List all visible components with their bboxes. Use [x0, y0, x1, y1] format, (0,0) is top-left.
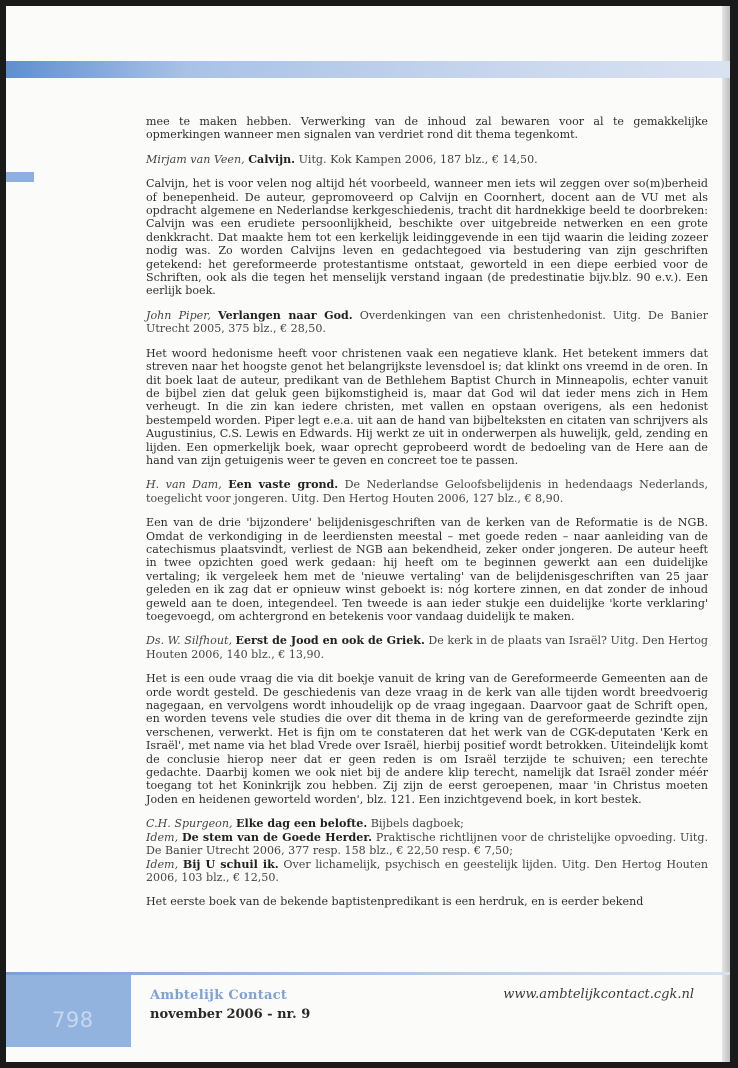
- ref-details: De kerk in de plaats van Israël? Uitg. Den Hertog Houten 2006, 140 blz., € 13,90.: [146, 634, 708, 661]
- book-reference-group: [146, 817, 708, 884]
- book-reference: [146, 634, 708, 661]
- ref-details: De Nederlandse Geloofsbelijdenis in hedendaags Nederlands, toegelicht voor jongeren. Uitg. Den Hertog Houten 2006, 127 blz., € 8,90.: [146, 478, 708, 505]
- review-paragraph: Het woord hedonisme heeft voor christenen vaak een negatieve klank. Het betekent immers dat streven naar het hoogste genot het belangrijkste levensdoel is; dat klinkt ons vreemd in de oren. In dit boek laat de auteur, predikant van de Bethlehem Baptist Church in Minneapolis, echter vanuit de bijbel zien dat geluk geen bijkomstigheid is, maar dat God wil dat ieder mens zich in Hem verheugt. In die zin kan iedere christen, met vallen en opstaan overigens, als een hedonist bestempeld worden. Piper legt e.e.a. uit aan de hand van bijbelteksten en citaten van schrijvers als Augustinius, C.S. Lewis en Edwards. Hij werkt ze uit in onderwerpen als huwelijk, geld, zending en lijden. Een opmerkelijk boek, waar oprecht geprobeerd wordt de bedoeling van de Here aan de hand van zijn getuigenis weer te geven en concreet toe te passen.: [146, 346, 708, 467]
- review-paragraph: Een van de drie 'bijzondere' belijdenisgeschriften van de kerken van de Reformatie is de NGB. Omdat de verkondiging in de leerdiensten meestal – met goede reden – naar aanleiding van de catechismus plaatsvindt, verliest de NGB aan bekendheid, zeker onder jongeren. De auteur heeft in twee opzichten goed werk gedaan: hij heeft om te beginnen gewerkt aan een duidelijke vertaling; ik vergeleek hem met de 'nieuwe vertaling' van de belijdenisgeschriften van 25 jaar geleden en ik zag dat er opnieuw winst geboekt is: nóg kortere zinnen, en dat zonder de inhoud geweld aan te doen, integendeel. Ten tweede is aan ieder stukje een duidelijke 'korte verklaring' toegevoegd, om achtergrond en betekenis voor vandaag duidelijk te maken.: [146, 516, 708, 623]
- page-number: 798: [52, 1008, 94, 1032]
- journal-title: Ambtelijk Contact: [150, 988, 288, 1003]
- ref-details: Overdenkingen van een christenhedonist. Uitg. De Banier Utrecht 2005, 375 blz., € 28,50.: [146, 308, 708, 336]
- article-body: [146, 115, 708, 920]
- page-edge: [722, 6, 730, 1062]
- ref-details: Uitg. Kok Kampen 2006, 187 blz., € 14,50.: [298, 152, 538, 166]
- ref-title: Elke dag een belofte.: [236, 817, 368, 831]
- ref-title: Bij U schuil ik.: [182, 857, 279, 871]
- review-paragraph: Calvijn, het is voor velen nog altijd hét voorbeeld, wanneer men iets wil zeggen over so(m)berheid of benepenheid. De auteur, gepromoveerd op Calvijn en Coornhert, docent aan de VU met als opdracht algemene en Nederlandse kerkgeschiedenis, tracht dit hardnekkige beeld te doorbreken: Calvijn was een erudiete persoonlijkheid, beschikte over uitgebreide netwerken en een grote denkkracht. Dat maakte hem tot een kerkelijk leidinggevende in een tijd waarin die leiding zozeer nodig was. Zo worden Calvijns leven en gedachtegoed via bestudering van zijn geschriften getekend: het gereformeerde protestantisme ontstaat, geworteld in een diepe eerbied voor de Schriften, ook als die tegen het menselijk verstand ingaan (de predestinatie bijv.blz. 90 e.v.). Een eerlijk boek.: [146, 177, 708, 298]
- ref-author: John Piper,: [146, 308, 211, 322]
- ref-details: Bijbels dagboek;: [370, 817, 464, 831]
- website-link[interactable]: www.ambtelijkcontact.cgk.nl: [503, 987, 694, 1002]
- book-reference: [146, 309, 708, 336]
- issue-label: november 2006 - nr. 9: [150, 1007, 311, 1022]
- ref-author: Ds. W. Silfhout,: [146, 634, 232, 648]
- ref-details: Over lichamelijk, psychisch en geestelijk lijden. Uitg. Den Hertog Houten 2006, 103 blz., € 12,50.: [146, 857, 708, 884]
- page: [6, 6, 730, 1062]
- ref-title: De stem van de Goede Herder.: [181, 830, 373, 844]
- ref-title: Een vaste grond.: [228, 478, 339, 492]
- ref-title: Eerst de Jood en ook de Griek.: [235, 634, 425, 648]
- ref-title: Calvijn.: [248, 152, 296, 166]
- header-band: [6, 61, 730, 78]
- ref-title: Verlangen naar God.: [218, 308, 353, 322]
- review-paragraph: Het is een oude vraag die via dit boekje vanuit de kring van de Gereformeerde Gemeenten aan de orde wordt gesteld. De geschiedenis van deze vraag in de kerk van alle tijden wordt breedvoerig nagegaan, en vervolgens wordt inhoudelijk op de vraag ingegaan. Daarvoor gaat de Schrift open, en worden tevens vele studies die over dit thema in de kring van de gereformeerde gezindte zijn verschenen, verwerkt. Het is fijn om te constateren dat het werk van de CGK-deputaten 'Kerk en Israël', met name via het blad Vrede over Israël, hierbij positief wordt betrokken. Uiteindelijk komt de conclusie hierop neer dat er geen reden is om Israël terzijde te schuiven; een terechte gedachte. Daarbij komen we ook niet bij de andere klip terecht, namelijk dat Israël zonder méér toegang tot het Koninkrijk zou hebben. Zij zijn de eerst geroepenen, maar 'in Christus moeten Joden en heidenen geworteld worden', blz. 121. Een inzichtgevend boek, in kort bestek.: [146, 672, 708, 806]
- book-reference-line: [146, 817, 464, 830]
- ref-author: Idem,: [146, 857, 179, 871]
- book-reference: [146, 153, 708, 166]
- review-paragraph: Het eerste boek van de bekende baptistenpredikant is een herdruk, en is eerder bekend: [146, 895, 644, 909]
- ref-author: C.H. Spurgeon,: [146, 817, 233, 831]
- review-paragraph: mee te maken hebben. Verwerking van de inhoud zal bewaren voor al te gemakkelijke opmerkingen wanneer men signalen van verdriet rond dit thema tegenkomt.: [146, 115, 708, 142]
- ref-details: Praktische richtlijnen voor de christelijke opvoeding. Uitg. De Banier Utrecht 2006, 377 resp. 158 blz., € 22,50 resp. € 7,50;: [146, 830, 708, 858]
- ref-author: H. van Dam,: [146, 478, 222, 492]
- ref-author: Mirjam van Veen,: [146, 152, 245, 166]
- book-reference-line: [146, 831, 708, 857]
- ref-author: Idem,: [146, 830, 179, 844]
- book-reference-line: [146, 858, 708, 884]
- book-reference: [146, 478, 708, 505]
- margin-tab: [6, 172, 34, 182]
